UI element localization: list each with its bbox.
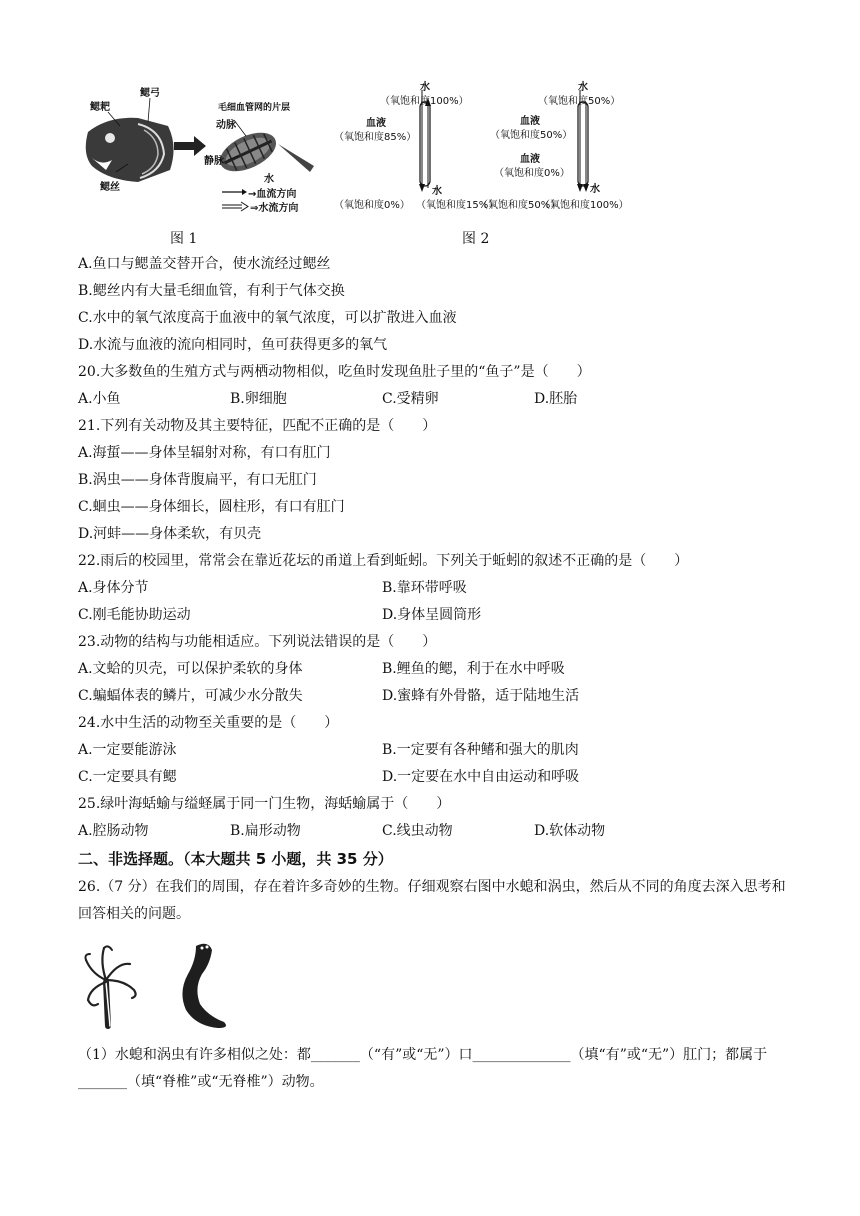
f2r-blood2-sat: （氧饱和度0%） xyxy=(494,168,570,179)
label-gill-filaments: 鳃丝 xyxy=(100,182,120,193)
hydra-planarian-figure xyxy=(78,934,278,1034)
q19-option-d: D.水流与血液的流向相同时，鱼可获得更多的氧气 xyxy=(78,337,388,353)
label-artery: 动脉 xyxy=(216,120,236,131)
q20-option-d: D.胚胎 xyxy=(534,391,578,407)
figure-2-caption: 图 2 xyxy=(462,231,490,247)
label-gill-rakers: 鳃耙 xyxy=(90,102,110,113)
q21-option-c: C.蛔虫——身体细长，圆柱形，有口有肛门 xyxy=(78,499,345,515)
q19-option-c: C.水中的氧气浓度高于血液中的氧气浓度，可以扩散进入血液 xyxy=(78,310,457,326)
q21-option-a: A.海蜇——身体呈辐射对称，有口有肛门 xyxy=(78,445,331,461)
f2r-water-bottom: 水 xyxy=(590,184,600,195)
q26-stem: 26.（7 分）在我们的周围，存在着许多奇妙的生物。仔细观察右图中水螅和涡虫，然后从不同的角度去深入思考和回答相关的问题。 xyxy=(78,879,786,922)
q20-stem: 20.大多数鱼的生殖方式与两栖动物相似，吃鱼时发现鱼肚子里的“鱼子”是（ ） xyxy=(78,364,591,380)
q22-stem: 22.雨后的校园里，常常会在靠近花坛的甬道上看到蚯蚓。下列关于蚯蚓的叙述不正确的是（ ） xyxy=(78,553,689,569)
f2l-blood: 血液 xyxy=(366,118,386,129)
hydra-and-planarian-image xyxy=(78,934,278,1034)
q22-option-a: A.身体分节 xyxy=(78,580,149,596)
q20-option-a: A.小鱼 xyxy=(78,391,121,407)
f2r-bottom-sat-left: （氧饱和度50%） xyxy=(478,200,561,211)
figure-1 xyxy=(78,74,328,220)
label-gill-arch: 鳃弓 xyxy=(140,88,160,99)
q25-option-a: A.腔肠动物 xyxy=(78,823,149,839)
f2r-water-top-sat: （氧饱和度50%） xyxy=(538,96,621,107)
q21-option-b: B.涡虫——身体背腹扁平，有口无肛门 xyxy=(78,472,317,488)
q22-option-b: B.靠环带呼吸 xyxy=(382,580,467,596)
figure-2-left xyxy=(334,76,499,216)
label-vein: 静脉 xyxy=(204,156,224,167)
legend-blood-flow: →血流方向 xyxy=(248,189,297,200)
q22-option-c: C.刚毛能协助运动 xyxy=(78,607,191,623)
q25-option-d: D.软体动物 xyxy=(534,823,606,839)
f2l-bottom-sat-right: （氧饱和度15%） xyxy=(416,200,499,211)
q22-option-d: D.身体呈圆筒形 xyxy=(382,607,482,623)
q20-option-b: B.卵细胞 xyxy=(230,391,287,407)
q25-stem: 25.绿叶海蛞蝓与缢蛏属于同一门生物，海蛞蝓属于（ ） xyxy=(78,796,451,812)
q23-option-d: D.蜜蜂有外骨骼，适于陆地生活 xyxy=(382,688,580,704)
planarian-drawing xyxy=(182,944,226,1028)
q19-option-a: A.鱼口与鳃盖交替开合，使水流经过鳃丝 xyxy=(78,256,331,272)
f2l-bottom-sat-left: （氧饱和度0%） xyxy=(334,200,410,211)
f2r-blood2: 血液 xyxy=(520,154,540,165)
q25-option-c: C.线虫动物 xyxy=(382,823,453,839)
f2l-water-top-sat: （氧饱和度100%） xyxy=(380,96,469,107)
q24-option-b: B.一定要有各种鳍和强大的肌肉 xyxy=(382,742,579,758)
f2r-water-top: 水 xyxy=(578,82,588,93)
figure-1-caption: 图 1 xyxy=(170,231,198,247)
q26-sub1: （1）水螅和涡虫有许多相似之处：都_______（“有”或“无”）口______________（填“有”或“无”）肛门；都属于_______（填“脊椎”或“无脊椎”）动物。 xyxy=(78,1047,768,1090)
q21-option-d: D.河蚌——身体柔软，有贝壳 xyxy=(78,526,262,542)
q21-stem: 21.下列有关动物及其主要特征，匹配不正确的是（ ） xyxy=(78,418,437,434)
q24-stem: 24.水中生活的动物至关重要的是（ ） xyxy=(78,715,339,731)
q24-option-c: C.一定要具有鳃 xyxy=(78,769,177,785)
f2l-water-top: 水 xyxy=(420,82,430,93)
f2l-blood-sat: （氧饱和度85%） xyxy=(334,132,417,143)
f2r-blood: 血液 xyxy=(520,116,540,127)
f2r-bottom-sat-right: （氧饱和度100%） xyxy=(540,200,629,211)
label-capillary-layer: 毛细血管网的片层 xyxy=(218,103,291,113)
q23-option-c: C.蝙蝠体表的鳞片，可减少水分散失 xyxy=(78,688,303,704)
label-water: 水 xyxy=(264,174,274,185)
legend-water-flow: ⇒水流方向 xyxy=(250,203,299,214)
q24-option-d: D.一定要在水中自由运动和呼吸 xyxy=(382,769,580,785)
q25-option-b: B.扁形动物 xyxy=(230,823,301,839)
q23-option-a: A.文蛤的贝壳，可以保护柔软的身体 xyxy=(78,661,303,677)
q19-option-b: B.鳃丝内有大量毛细血管，有利于气体交换 xyxy=(78,283,345,299)
f2l-water-bottom: 水 xyxy=(432,186,442,197)
figure-2-right xyxy=(478,76,640,216)
q24-option-a: A.一定要能游泳 xyxy=(78,742,177,758)
f2r-blood-sat: （氧饱和度50%） xyxy=(490,130,573,141)
hydra-drawing xyxy=(86,946,136,1026)
q23-option-b: B.鲤鱼的鳃，利于在水中呼吸 xyxy=(382,661,565,677)
q23-stem: 23.动物的结构与功能相适应。下列说法错误的是（ ） xyxy=(78,634,437,650)
q20-option-c: C.受精卵 xyxy=(382,391,439,407)
section-2-heading: 二、非选择题。（本大题共 5 小题，共 35 分） xyxy=(78,850,393,868)
